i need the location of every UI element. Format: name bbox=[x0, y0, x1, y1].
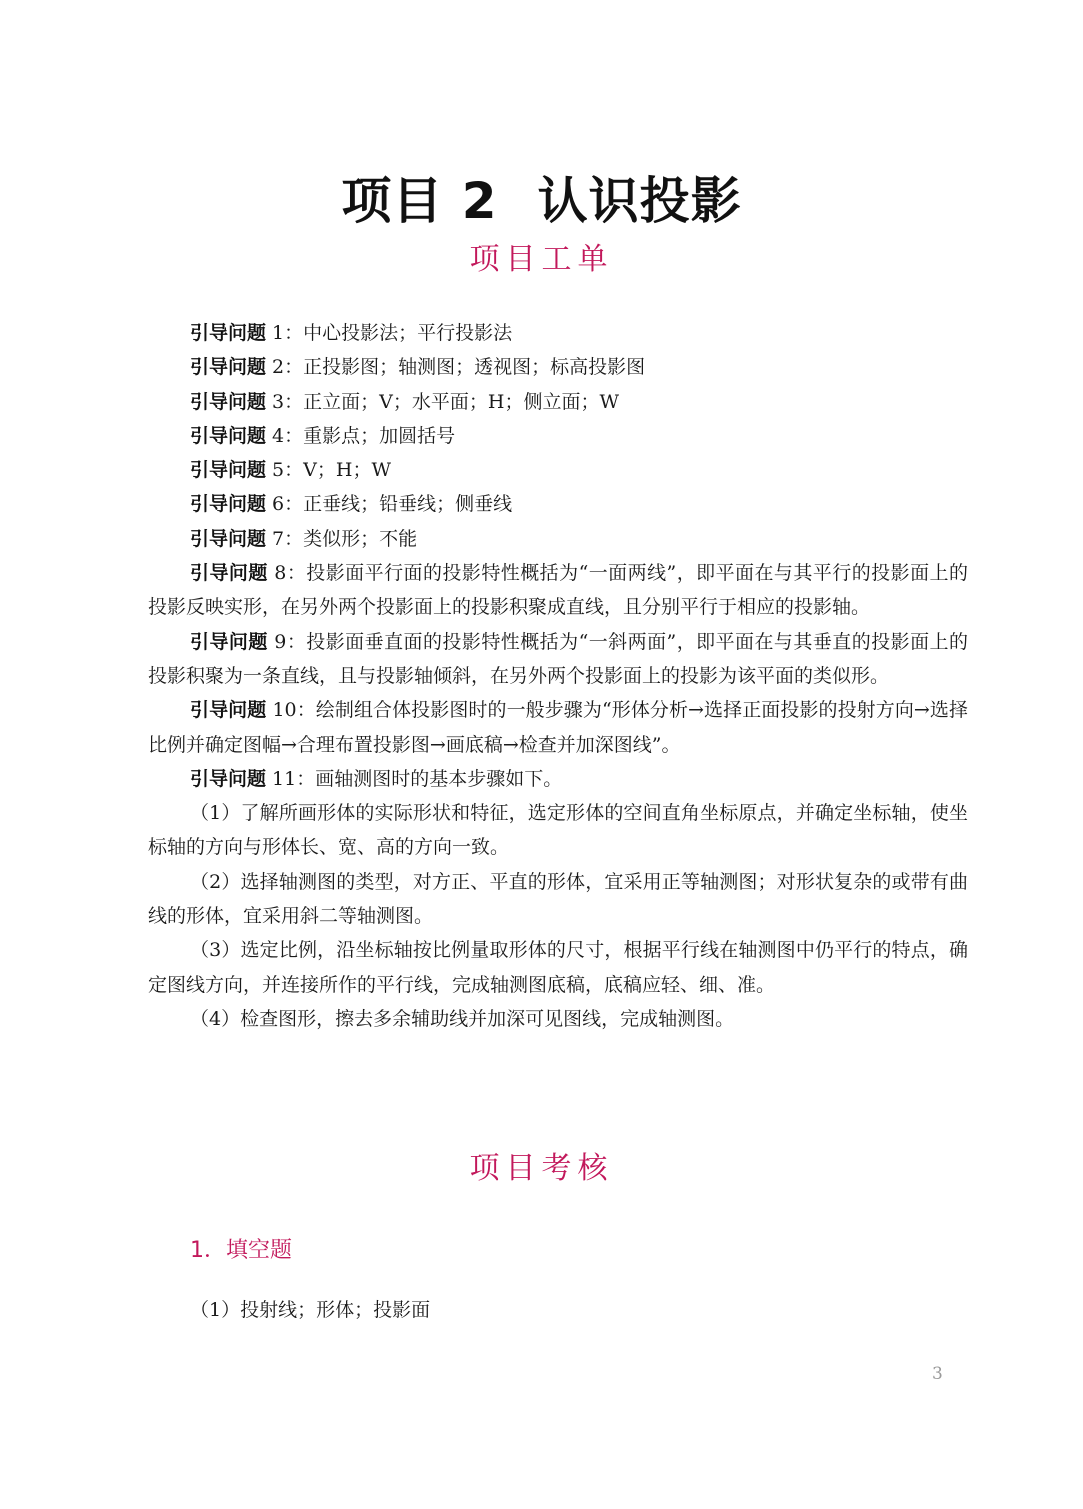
guide-question-8 bbox=[148, 556, 968, 625]
answer-text: 正投影图；轴测图；透视图；标高投影图 bbox=[303, 356, 646, 379]
guide-question-2 bbox=[148, 350, 968, 384]
guide-question-7 bbox=[148, 522, 968, 556]
question-label: 引导问题 bbox=[190, 424, 267, 447]
question-label: 引导问题 bbox=[190, 390, 267, 413]
fill-in-blank-heading: 1．填空题 bbox=[190, 1238, 292, 1263]
question-label: 引导问题 bbox=[190, 527, 267, 550]
question-label: 引导问题 bbox=[190, 322, 267, 344]
guide-question-4 bbox=[148, 419, 968, 453]
project-name: 认识投影 bbox=[537, 172, 742, 230]
step-3: （3）选定比例，沿坐标轴按比例量取形体的尺寸，根据平行线在轴测图中仍平行的特点，确定图线方向，并连接所作的平行线，完成轴测图底稿，底稿应轻、细、准。 bbox=[148, 939, 968, 996]
question-label: 引导问题 bbox=[190, 767, 267, 790]
answer-text: 正立面；V；水平面；H；侧立面；W bbox=[303, 390, 619, 413]
guide-question-10 bbox=[148, 693, 968, 762]
answer-text: 投影面平行面的投影特性概括为“一面两线”，即平面在与其平行的投影面上的投影反映实形，在另外两个投影面上的投影积聚成直线，且分别平行于相应的投影轴。 bbox=[148, 562, 968, 619]
guide-question-11 bbox=[148, 762, 968, 796]
step-1: （1）了解所画形体的实际形状和特征，选定形体的空间直角坐标原点，并确定坐标轴，使坐标轴的方向与形体长、宽、高的方向一致。 bbox=[148, 802, 968, 859]
question-number: 5： bbox=[266, 459, 304, 482]
question-label: 引导问题 bbox=[190, 356, 267, 379]
answer-text: 类似形；不能 bbox=[303, 527, 418, 550]
step-2: （2）选择轴测图的类型，对方正、平直的形体，宜采用正等轴测图；对形状复杂的或带有曲线的形体，宜采用斜二等轴测图。 bbox=[148, 870, 968, 928]
assessment-answer-1: （1）投射线；形体；投影面 bbox=[190, 1299, 431, 1321]
guide-question-3 bbox=[148, 385, 968, 419]
page-title bbox=[0, 166, 1083, 236]
answer-text: 画轴测图时的基本步骤如下。 bbox=[315, 767, 563, 790]
question-label: 引导问题 bbox=[190, 699, 267, 722]
step-4: （4）检查图形，擦去多余辅助线并加深可见图线，完成轴测图。 bbox=[190, 1007, 735, 1030]
question-label: 引导问题 bbox=[190, 493, 267, 516]
question-label: 引导问题 bbox=[190, 562, 268, 585]
question-label: 引导问题 bbox=[190, 630, 268, 653]
answer-text: 投影面垂直面的投影特性概括为“一斜两面”，即平面在与其垂直的投影面上的投影积聚为一条直线，且与投影轴倾斜，在另外两个投影面上的投影为该平面的类似形。 bbox=[148, 630, 968, 687]
section-title-assessment: 项目考核 bbox=[469, 1151, 614, 1186]
answer-text: V；H；W bbox=[303, 459, 391, 482]
section-title-worksheet: 项目工单 bbox=[469, 242, 614, 277]
guide-question-1 bbox=[148, 316, 968, 350]
guide-question-9 bbox=[148, 625, 968, 694]
question-label: 引导问题 bbox=[190, 459, 267, 482]
question-number: 4： bbox=[266, 424, 304, 447]
answer-text: 重影点；加圆括号 bbox=[303, 424, 456, 447]
question-number: 6： bbox=[266, 493, 304, 516]
answer-text: 绘制组合体投影图时的一般步骤为“形体分析→选择正面投影的投射方向→选择比例并确定图幅→合理布置投影图→画底稿→检查并加深图线”。 bbox=[148, 699, 968, 756]
answer-text: 正垂线；铅垂线；侧垂线 bbox=[303, 493, 513, 516]
question-number: 8： bbox=[267, 562, 307, 585]
worksheet-body bbox=[148, 316, 968, 1036]
project-number: 项目 2 bbox=[341, 172, 498, 230]
question-number: 1： bbox=[266, 322, 304, 344]
question-number: 3： bbox=[266, 390, 304, 413]
page-number: 3 bbox=[932, 1364, 943, 1384]
answer-text: 中心投影法；平行投影法 bbox=[303, 322, 513, 344]
question-number: 11： bbox=[266, 767, 316, 790]
question-number: 2： bbox=[266, 356, 304, 379]
question-number: 7： bbox=[266, 527, 304, 550]
question-number: 10： bbox=[266, 699, 316, 722]
guide-question-5 bbox=[148, 453, 968, 487]
guide-question-6 bbox=[148, 487, 968, 521]
question-number: 9： bbox=[267, 630, 307, 653]
